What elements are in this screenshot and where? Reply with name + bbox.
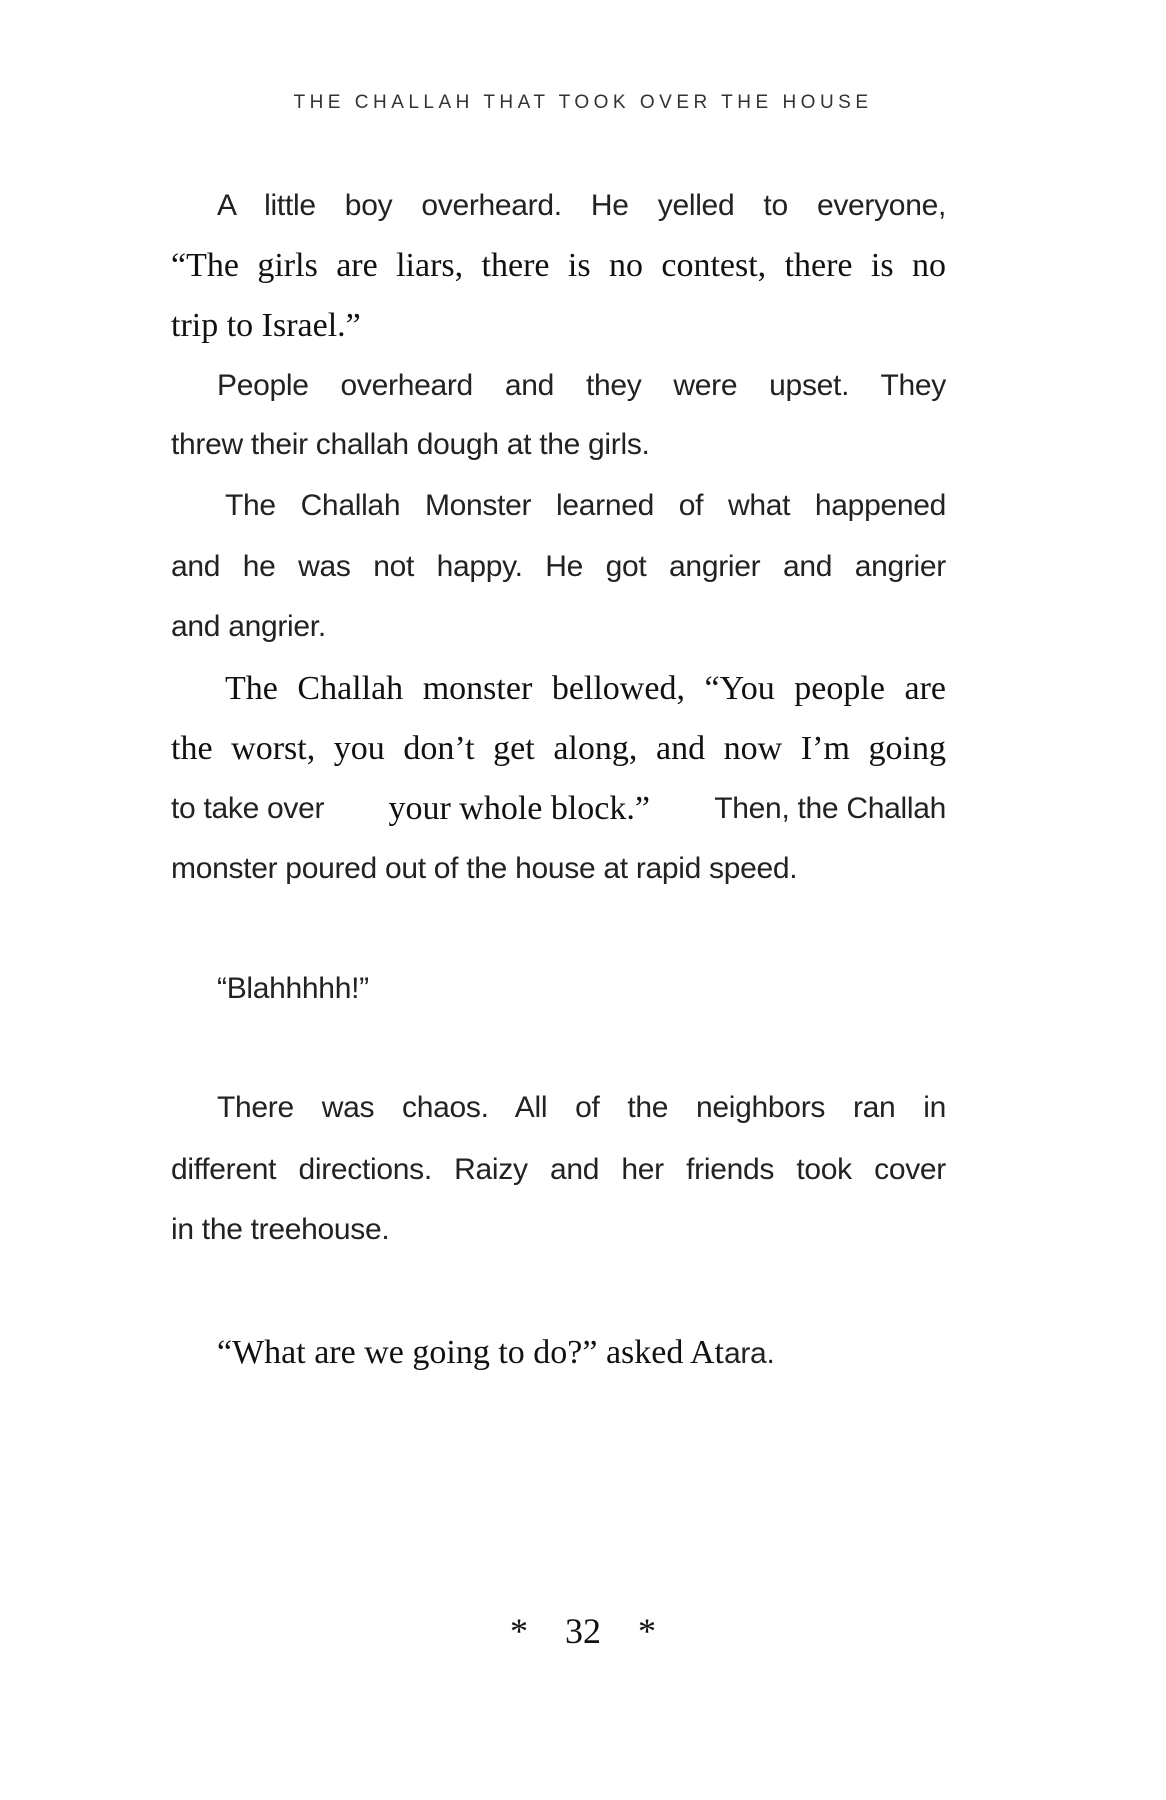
text-line: and he was not happy. He got angrier and angrier — [171, 550, 946, 583]
text-line: People overheard and they were upset. They — [217, 369, 946, 402]
text-segment: ara. — [723, 1337, 775, 1370]
text-line: and angrier. — [171, 610, 326, 643]
footer-ornament-left: * — [510, 1611, 528, 1651]
text-line: “The girls are liars, there is no contest, there is no — [171, 247, 946, 284]
page-footer — [0, 1610, 1166, 1652]
text-line: different directions. Raizy and her friends took cover — [171, 1153, 946, 1186]
text-segment: Then, the Challah — [714, 792, 946, 825]
page-number: 32 — [565, 1611, 601, 1651]
text-line — [171, 1323, 946, 1383]
text-line: “Blahhhhh!” — [217, 972, 369, 1005]
text-line — [171, 779, 946, 839]
text-line: the worst, you don’t get along, and now I’m going — [171, 730, 946, 767]
text-line: in the treehouse. — [171, 1213, 390, 1246]
text-segment: to take over — [171, 792, 325, 825]
text-line: A little boy overheard. He yelled to everyone, — [217, 189, 946, 222]
text-line: threw their challah dough at the girls. — [171, 428, 650, 461]
text-line: There was chaos. All of the neighbors ran in — [217, 1091, 946, 1124]
text-segment: your whole block.” — [388, 790, 650, 827]
text-line: The Challah monster bellowed, “You people are — [225, 670, 946, 707]
text-line: The Challah Monster learned of what happened — [225, 489, 946, 522]
text-segment: “What are we going to do?” asked At — [217, 1334, 724, 1371]
text-line: monster poured out of the house at rapid speed. — [171, 852, 798, 885]
text-line: trip to Israel.” — [171, 307, 361, 344]
running-header: THE CHALLAH THAT TOOK OVER THE HOUSE — [293, 92, 873, 113]
footer-ornament-right: * — [638, 1611, 656, 1651]
